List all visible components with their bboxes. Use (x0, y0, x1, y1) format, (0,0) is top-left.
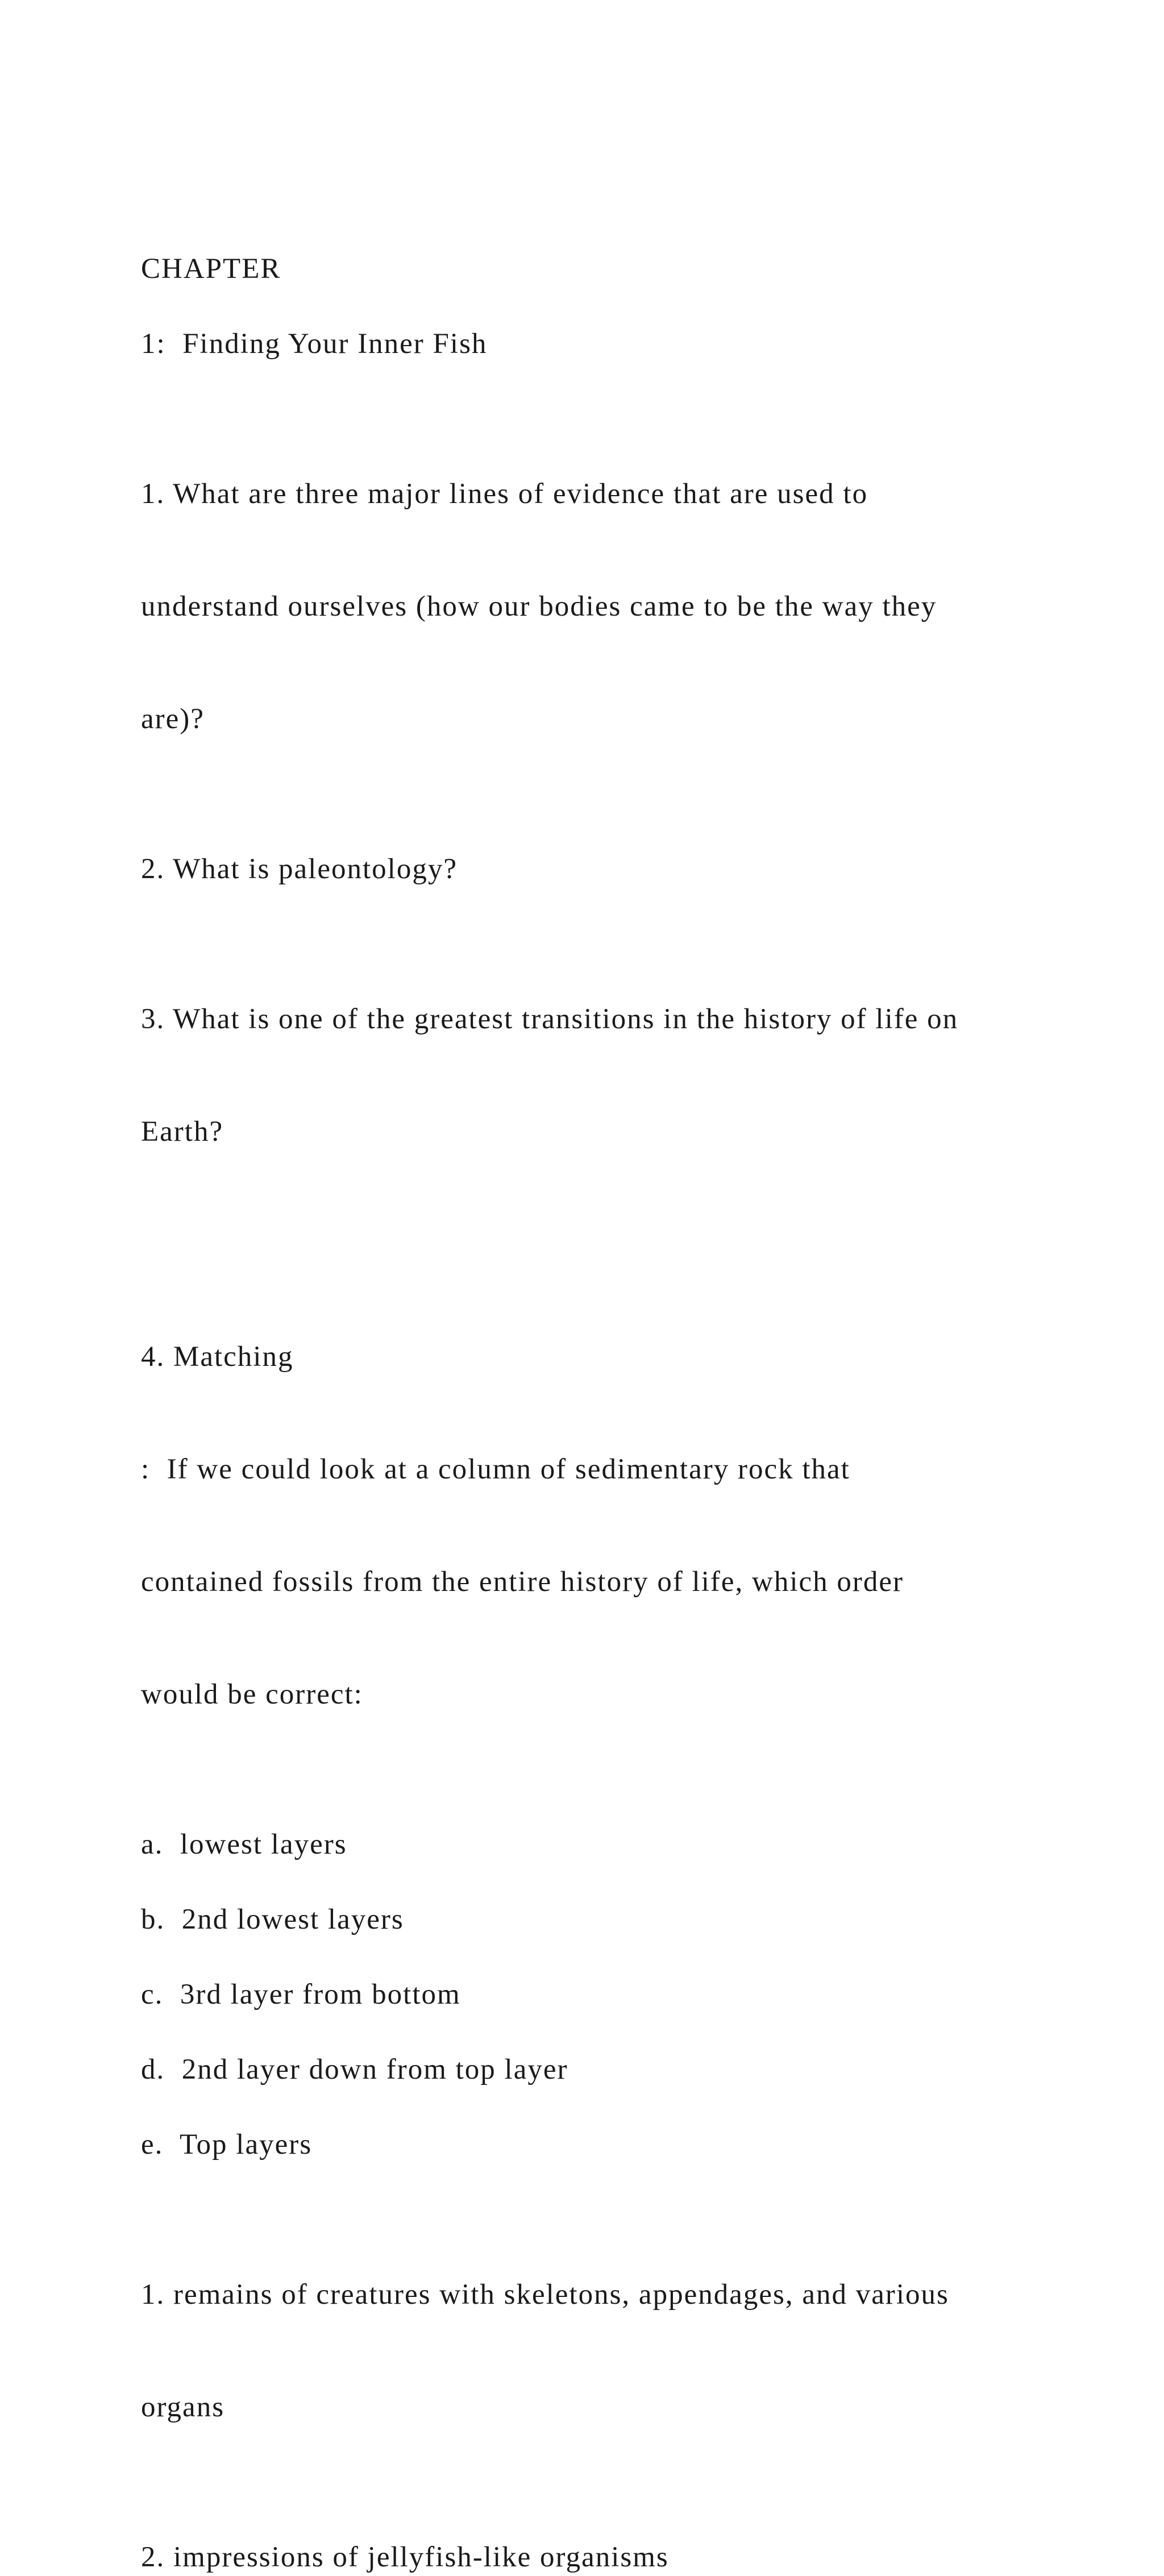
question-4-line-3: would be correct: (141, 1678, 363, 1710)
question-4-label: 4. Matching (141, 1341, 294, 1373)
layer-option-e: e. Top layers (141, 2129, 313, 2160)
layer-option-d: d. 2nd layer down from top layer (141, 2054, 568, 2085)
question-1 (141, 400, 1039, 813)
layer-option-c: c. 3rd layer from bottom (141, 1979, 461, 2010)
answer-1-line-1: 1. remains of creatures with skeletons, appendages, and various (141, 2279, 949, 2311)
question-4-line-2: contained fossils from the entire history of life, which order (141, 1566, 904, 1598)
answer-1 (141, 2201, 1039, 2501)
question-1-line-2: understand ourselves (how our bodies came to be the way they (141, 591, 937, 622)
chapter-title: 1: Finding Your Inner Fish (141, 328, 488, 360)
question-4 (141, 1263, 1039, 1788)
chapter-heading: CHAPTER (141, 253, 281, 285)
question-3 (141, 925, 1039, 1225)
question-3-line-1: 3. What is one of the greatest transitions in the history of life on (141, 1003, 959, 1035)
question-1-line-3: are)? (141, 703, 205, 735)
document-body (141, 250, 1039, 2576)
question-4-line-1: : If we could look at a column of sedimentary rock that (141, 1453, 850, 1485)
layer-option-a: a. lowest layers (141, 1829, 347, 1860)
layer-option-b: b. 2nd lowest layers (141, 1904, 404, 1935)
answer-2: 2. impressions of jellyfish-like organisms (141, 2541, 669, 2573)
question-3-line-2: Earth? (141, 1116, 224, 1148)
answer-1-line-2: organs (141, 2391, 225, 2423)
question-1-line-1: 1. What are three major lines of evidence that are used to (141, 478, 868, 510)
question-2: 2. What is paleontology? (141, 853, 458, 885)
